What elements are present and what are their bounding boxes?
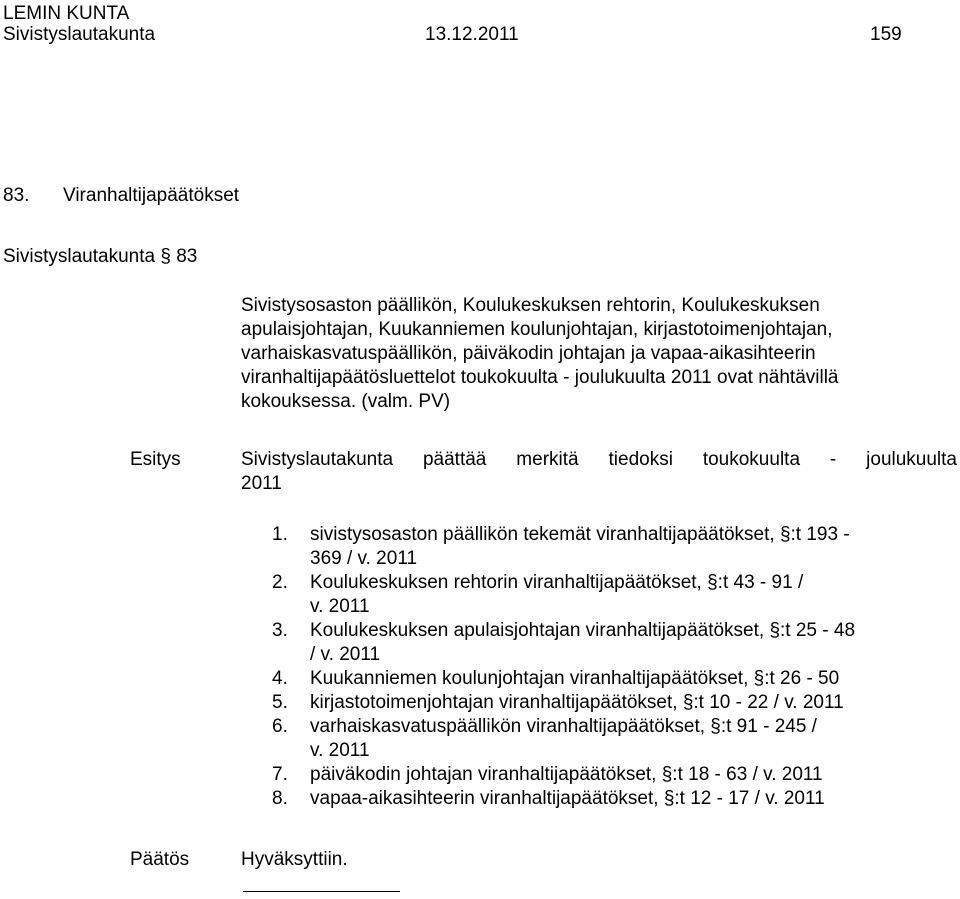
list-item-text: v. 2011 xyxy=(310,740,370,761)
list-item xyxy=(272,619,958,667)
proposal-word: toukokuulta xyxy=(702,449,801,470)
list-item-number: 2. xyxy=(272,572,288,593)
page-number: 159 xyxy=(870,24,902,45)
intro-line: Sivistysosaston päällikön, Koulukeskuksen rehtorin, Koulukeskuksen xyxy=(241,295,820,316)
list-item-text: Kuukanniemen koulunjohtajan viranhaltijapäätökset, §:t 26 - 50 xyxy=(310,668,840,689)
intro-paragraph xyxy=(241,294,957,414)
meeting-date: 13.12.2011 xyxy=(425,24,519,45)
proposal-line-2: 2011 xyxy=(241,473,282,494)
section-title: Viranhaltijapäätökset xyxy=(63,185,240,206)
proposal-word: - xyxy=(829,449,837,470)
list-item-text: / v. 2011 xyxy=(310,644,381,665)
section-reference: Sivistyslautakunta § 83 xyxy=(3,246,198,267)
list-item-text: varhaiskasvatuspäällikön viranhaltijapäätökset, §:t 91 - 245 / xyxy=(310,716,817,737)
list-item-number: 5. xyxy=(272,692,288,713)
list-item-text: Koulukeskuksen apulaisjohtajan viranhaltijapäätökset, §:t 25 - 48 xyxy=(310,620,856,641)
proposal-word: joulukuulta xyxy=(866,449,957,470)
intro-line: viranhaltijapäätösluettelot toukokuulta - joulukuulta 2011 ovat nähtävillä xyxy=(241,367,839,388)
decision-label: Päätös xyxy=(130,849,190,870)
intro-line: apulaisjohtajan, Kuukanniemen koulunjohtajan, kirjastotoimenjohtajan, xyxy=(241,319,833,340)
decision-text: Hyväksyttiin. xyxy=(241,849,348,870)
list-item xyxy=(272,787,958,811)
proposal-word: merkitä xyxy=(516,449,579,470)
section-number: 83. xyxy=(3,185,30,206)
list-item-text: vapaa-aikasihteerin viranhaltijapäätökset, §:t 12 - 17 / v. 2011 xyxy=(310,788,825,809)
intro-line: varhaiskasvatuspäällikön, päiväkodin johtajan ja vapaa-aikasihteerin xyxy=(241,343,816,364)
list-item-text: 369 / v. 2011 xyxy=(310,548,418,569)
list-item-number: 4. xyxy=(272,668,288,689)
list-item-text: kirjastotoimenjohtajan viranhaltijapäätökset, §:t 10 - 22 / v. 2011 xyxy=(310,692,844,713)
proposal-label: Esitys xyxy=(130,449,181,470)
proposal-text xyxy=(241,448,957,496)
list-item-number: 7. xyxy=(272,764,288,785)
list-item xyxy=(272,715,958,763)
list-item xyxy=(272,691,958,715)
list-item-text: päiväkodin johtajan viranhaltijapäätökset, §:t 18 - 63 / v. 2011 xyxy=(310,764,823,785)
organization-name: LEMIN KUNTA xyxy=(3,3,130,24)
proposal-word: tiedoksi xyxy=(608,449,673,470)
list-item-number: 6. xyxy=(272,716,288,737)
list-item-number: 1. xyxy=(272,524,288,545)
list-item xyxy=(272,763,958,787)
proposal-word: päättää xyxy=(422,449,487,470)
proposal-line-1 xyxy=(241,448,957,472)
proposal-word: Sivistyslautakunta xyxy=(241,449,394,470)
board-name: Sivistyslautakunta xyxy=(3,24,156,45)
list-item-text: v. 2011 xyxy=(310,596,370,617)
list-item xyxy=(272,523,958,571)
list-item-text: sivistysosaston päällikön tekemät viranhaltijapäätökset, §:t 193 - xyxy=(310,524,850,545)
list-item-number: 3. xyxy=(272,620,288,641)
signature-line xyxy=(243,891,400,892)
list-item-text: Koulukeskuksen rehtorin viranhaltijapäätökset, §:t 43 - 91 / xyxy=(310,572,804,593)
list-item-number: 8. xyxy=(272,788,288,809)
intro-line: kokouksessa. (valm. PV) xyxy=(241,391,451,412)
list-item xyxy=(272,571,958,619)
decision-list xyxy=(272,523,958,811)
list-item xyxy=(272,667,958,691)
